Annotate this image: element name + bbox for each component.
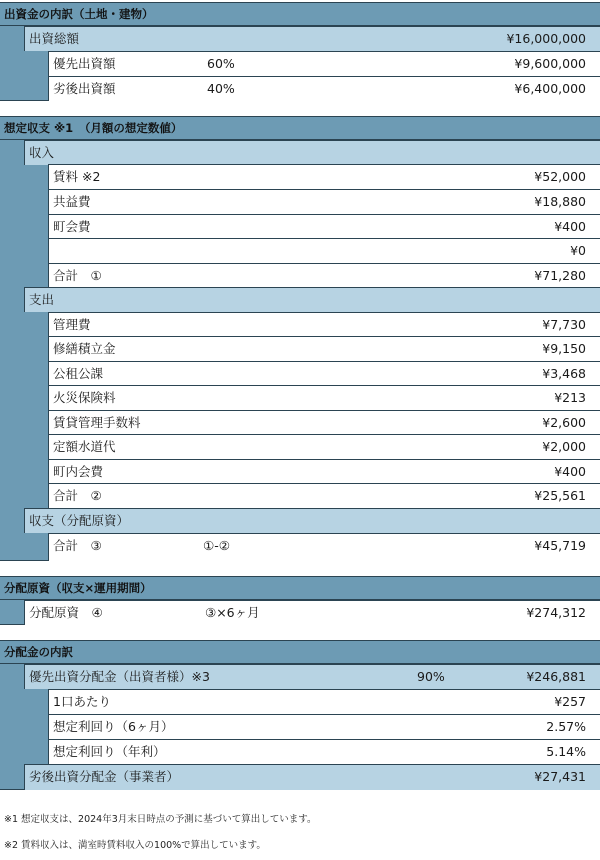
subordinate-row	[24, 764, 600, 790]
priority-sub-row	[48, 739, 600, 764]
distribution-section	[0, 640, 600, 792]
investment-total-label: 出資総額	[29, 31, 80, 46]
row-label: 優先出資額	[53, 56, 116, 71]
row-value: ¥274,312	[526, 605, 586, 620]
income-row	[48, 164, 600, 189]
balance-label-row	[24, 508, 600, 533]
row-label: 合計 ②	[53, 488, 102, 503]
expense-label-row	[24, 287, 600, 312]
source-row	[24, 600, 600, 625]
row-value: ¥400	[554, 219, 586, 234]
row-label: 分配原資 ④	[29, 605, 103, 620]
row-value: ¥71,280	[534, 268, 586, 283]
balance-total-row	[48, 533, 600, 561]
row-label: 町内会費	[53, 464, 104, 479]
expense-row	[48, 459, 600, 484]
row-label: 賃料 ※2	[53, 169, 101, 184]
row-value: ¥45,719	[534, 538, 586, 553]
row-label: 優先出資分配金（出資者様）※3	[29, 669, 210, 684]
row-value: ¥9,600,000	[514, 56, 586, 71]
source-section	[0, 576, 600, 626]
investment-header: 出資金の内訳（土地・建物）	[0, 2, 600, 26]
row-label: 想定利回り（6ヶ月）	[53, 719, 174, 734]
row-value: ¥2,600	[542, 415, 586, 430]
investment-row	[48, 76, 600, 101]
row-label: 劣後出資額	[53, 81, 116, 96]
row-value: ¥2,000	[542, 439, 586, 454]
priority-row	[24, 664, 600, 689]
assumed-section	[0, 116, 600, 562]
row-label: 管理費	[53, 317, 91, 332]
priority-sub-row	[48, 714, 600, 739]
row-percent: 90%	[417, 669, 445, 684]
investment-total-row	[24, 26, 600, 51]
row-label: 定額水道代	[53, 439, 116, 454]
income-total-row	[48, 263, 600, 288]
row-percent: 40%	[207, 81, 235, 96]
income-row	[48, 189, 600, 214]
expense-row	[48, 385, 600, 410]
expense-row	[48, 336, 600, 361]
row-value: ¥0	[570, 243, 586, 258]
row-percent: 60%	[207, 56, 235, 71]
investment-total-value: ¥16,000,000	[506, 31, 586, 46]
income-label-row	[24, 140, 600, 165]
source-header: 分配原資（収支×運用期間）	[0, 576, 600, 600]
expense-row	[48, 312, 600, 337]
expense-row	[48, 361, 600, 386]
row-value: ¥52,000	[534, 169, 586, 184]
distribution-header: 分配金の内訳	[0, 640, 600, 664]
row-label: 賃貸管理手数料	[53, 415, 141, 430]
row-label: 町会費	[53, 219, 91, 234]
row-label: 劣後出資分配金（事業者）	[29, 769, 180, 784]
row-label: 火災保険料	[53, 390, 116, 405]
priority-sub-row	[48, 689, 600, 714]
assumed-header: 想定収支 ※1 （月額の想定数値）	[0, 116, 600, 140]
expense-label: 支出	[29, 292, 55, 307]
expense-row	[48, 410, 600, 435]
row-label: 合計 ①	[53, 268, 102, 283]
row-value: ¥27,431	[534, 769, 586, 784]
row-value: ¥213	[554, 390, 586, 405]
row-label: 共益費	[53, 194, 91, 209]
row-value: ¥7,730	[542, 317, 586, 332]
row-value: ¥18,880	[534, 194, 586, 209]
footnote-1: ※1 想定収支は、2024年3月末日時点の予測に基づいて算出しています。	[4, 814, 317, 825]
row-value: ¥3,468	[542, 366, 586, 381]
row-value: ¥246,881	[526, 669, 586, 684]
investment-section	[0, 2, 600, 102]
expense-row	[48, 434, 600, 459]
expense-total-row	[48, 483, 600, 508]
income-label: 収入	[29, 145, 55, 160]
row-value: 5.14%	[546, 744, 586, 759]
row-value: ¥6,400,000	[514, 81, 586, 96]
row-label: 合計 ③	[53, 538, 102, 553]
income-row	[48, 238, 600, 263]
income-row	[48, 214, 600, 239]
row-value: ¥257	[554, 694, 586, 709]
row-value: 2.57%	[546, 719, 586, 734]
balance-label: 収支（分配原資）	[29, 513, 130, 528]
row-formula: ③×6ヶ月	[205, 605, 260, 620]
row-value: ¥9,150	[542, 341, 586, 356]
row-value: ¥25,561	[534, 488, 586, 503]
row-value: ¥400	[554, 464, 586, 479]
row-label: 修繕積立金	[53, 341, 116, 356]
row-formula: ①-②	[203, 538, 230, 553]
investment-row	[48, 51, 600, 76]
row-label: 1口あたり	[53, 694, 111, 709]
row-label: 公租公課	[53, 366, 104, 381]
footnote-2: ※2 賃料収入は、満室時賃料収入の100%で算出しています。	[4, 840, 266, 851]
row-label: 想定利回り（年利）	[53, 744, 166, 759]
